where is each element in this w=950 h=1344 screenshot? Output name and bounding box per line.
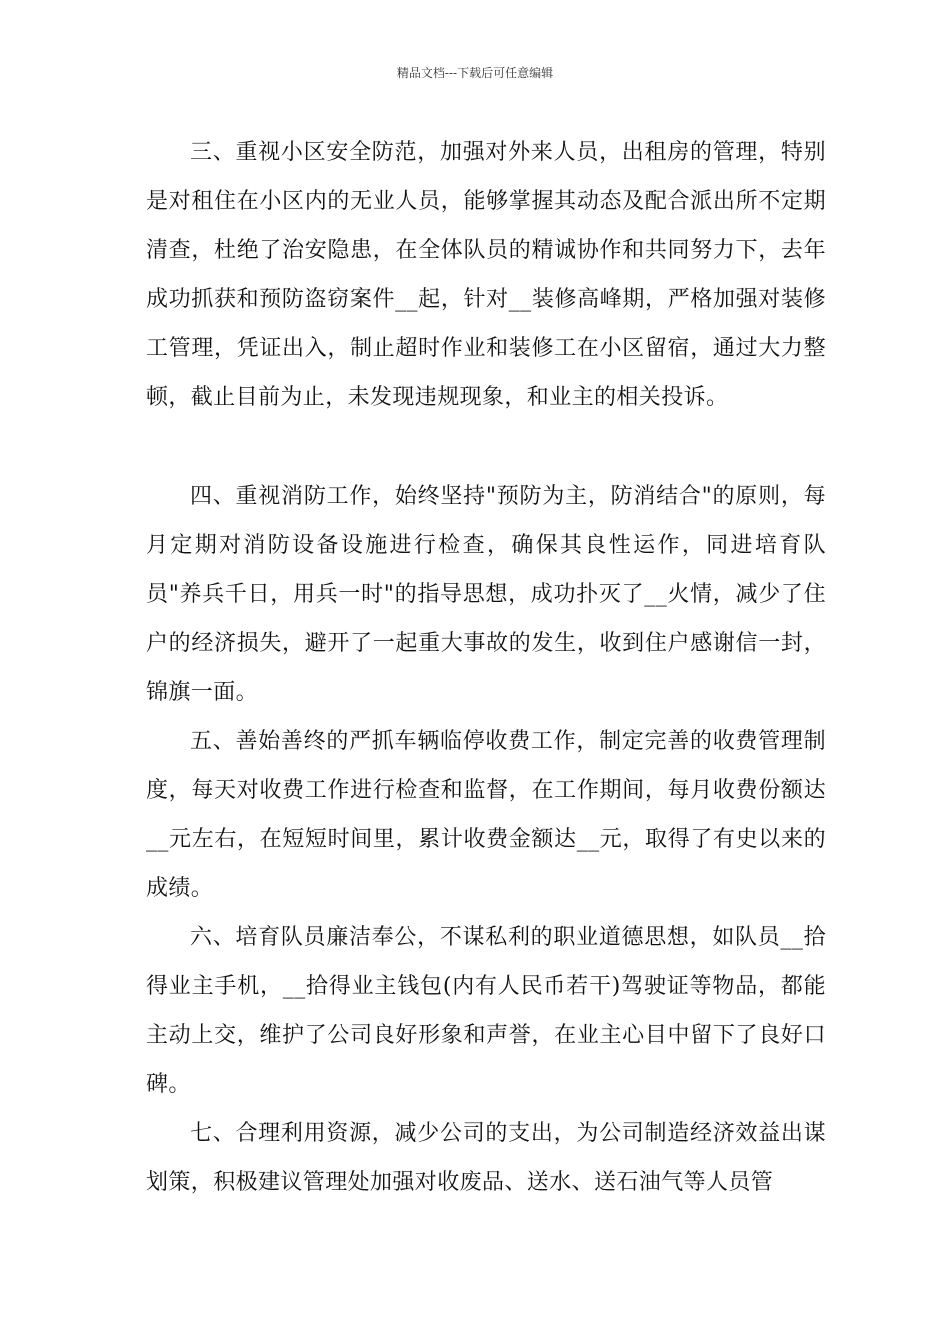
paragraph-fire-safety: 四、重视消防工作，始终坚持"预防为主，防消结合"的原则，每月定期对消防设备设施进行检查，确保其良性运作，同进培育队员"养兵千日，用兵一时"的指导思想，成功扑灭了__火情，减少了住户的经济损失，避开了一起重大事故的发生，收到住户感谢信一封，锦旗一面。 <box>146 484 826 705</box>
paragraph-security: 三、重视小区安全防范，加强对外来人员，出租房的管理，特别是对租住在小区内的无业人员，能够掌握其动态及配合派出所不定期清查，杜绝了治安隐患，在全体队员的精诚协作和共同努力下，去年成功抓获和预防盗窃案件__起，针对__装修高峰期，严格加强对装修工管理，凭证出入，制止超时作业和装修工在小区留宿，通过大力整顿，截止目前为止，未发现违规现象，和业主的相关投诉。 <box>146 140 826 410</box>
paragraph-parking-fees: 五、善始善终的严抓车辆临停收费工作，制定完善的收费管理制度，每天对收费工作进行检查和监督，在工作期间，每月收费份额达__元左右，在短短时间里，累计收费金额达__元，取得了有史以来的成绩。 <box>146 729 826 901</box>
paragraph-resources: 七、合理利用资源，减少公司的支出，为公司制造经济效益出谋划策，积极建议管理处加强对收废品、送水、送石油气等人员管 <box>146 1121 826 1195</box>
page-header: 精品文档---下载后可任意编辑 <box>396 66 554 80</box>
document-body <box>146 128 826 1207</box>
paragraph-integrity: 六、培育队员廉洁奉公，不谋私利的职业道德思想，如队员__拾得业主手机，__拾得业主钱包(内有人民币若干)驾驶证等物品，都能主动上交，维护了公司良好形象和声誉，在业主心目中留下了良好口碑。 <box>146 925 826 1097</box>
